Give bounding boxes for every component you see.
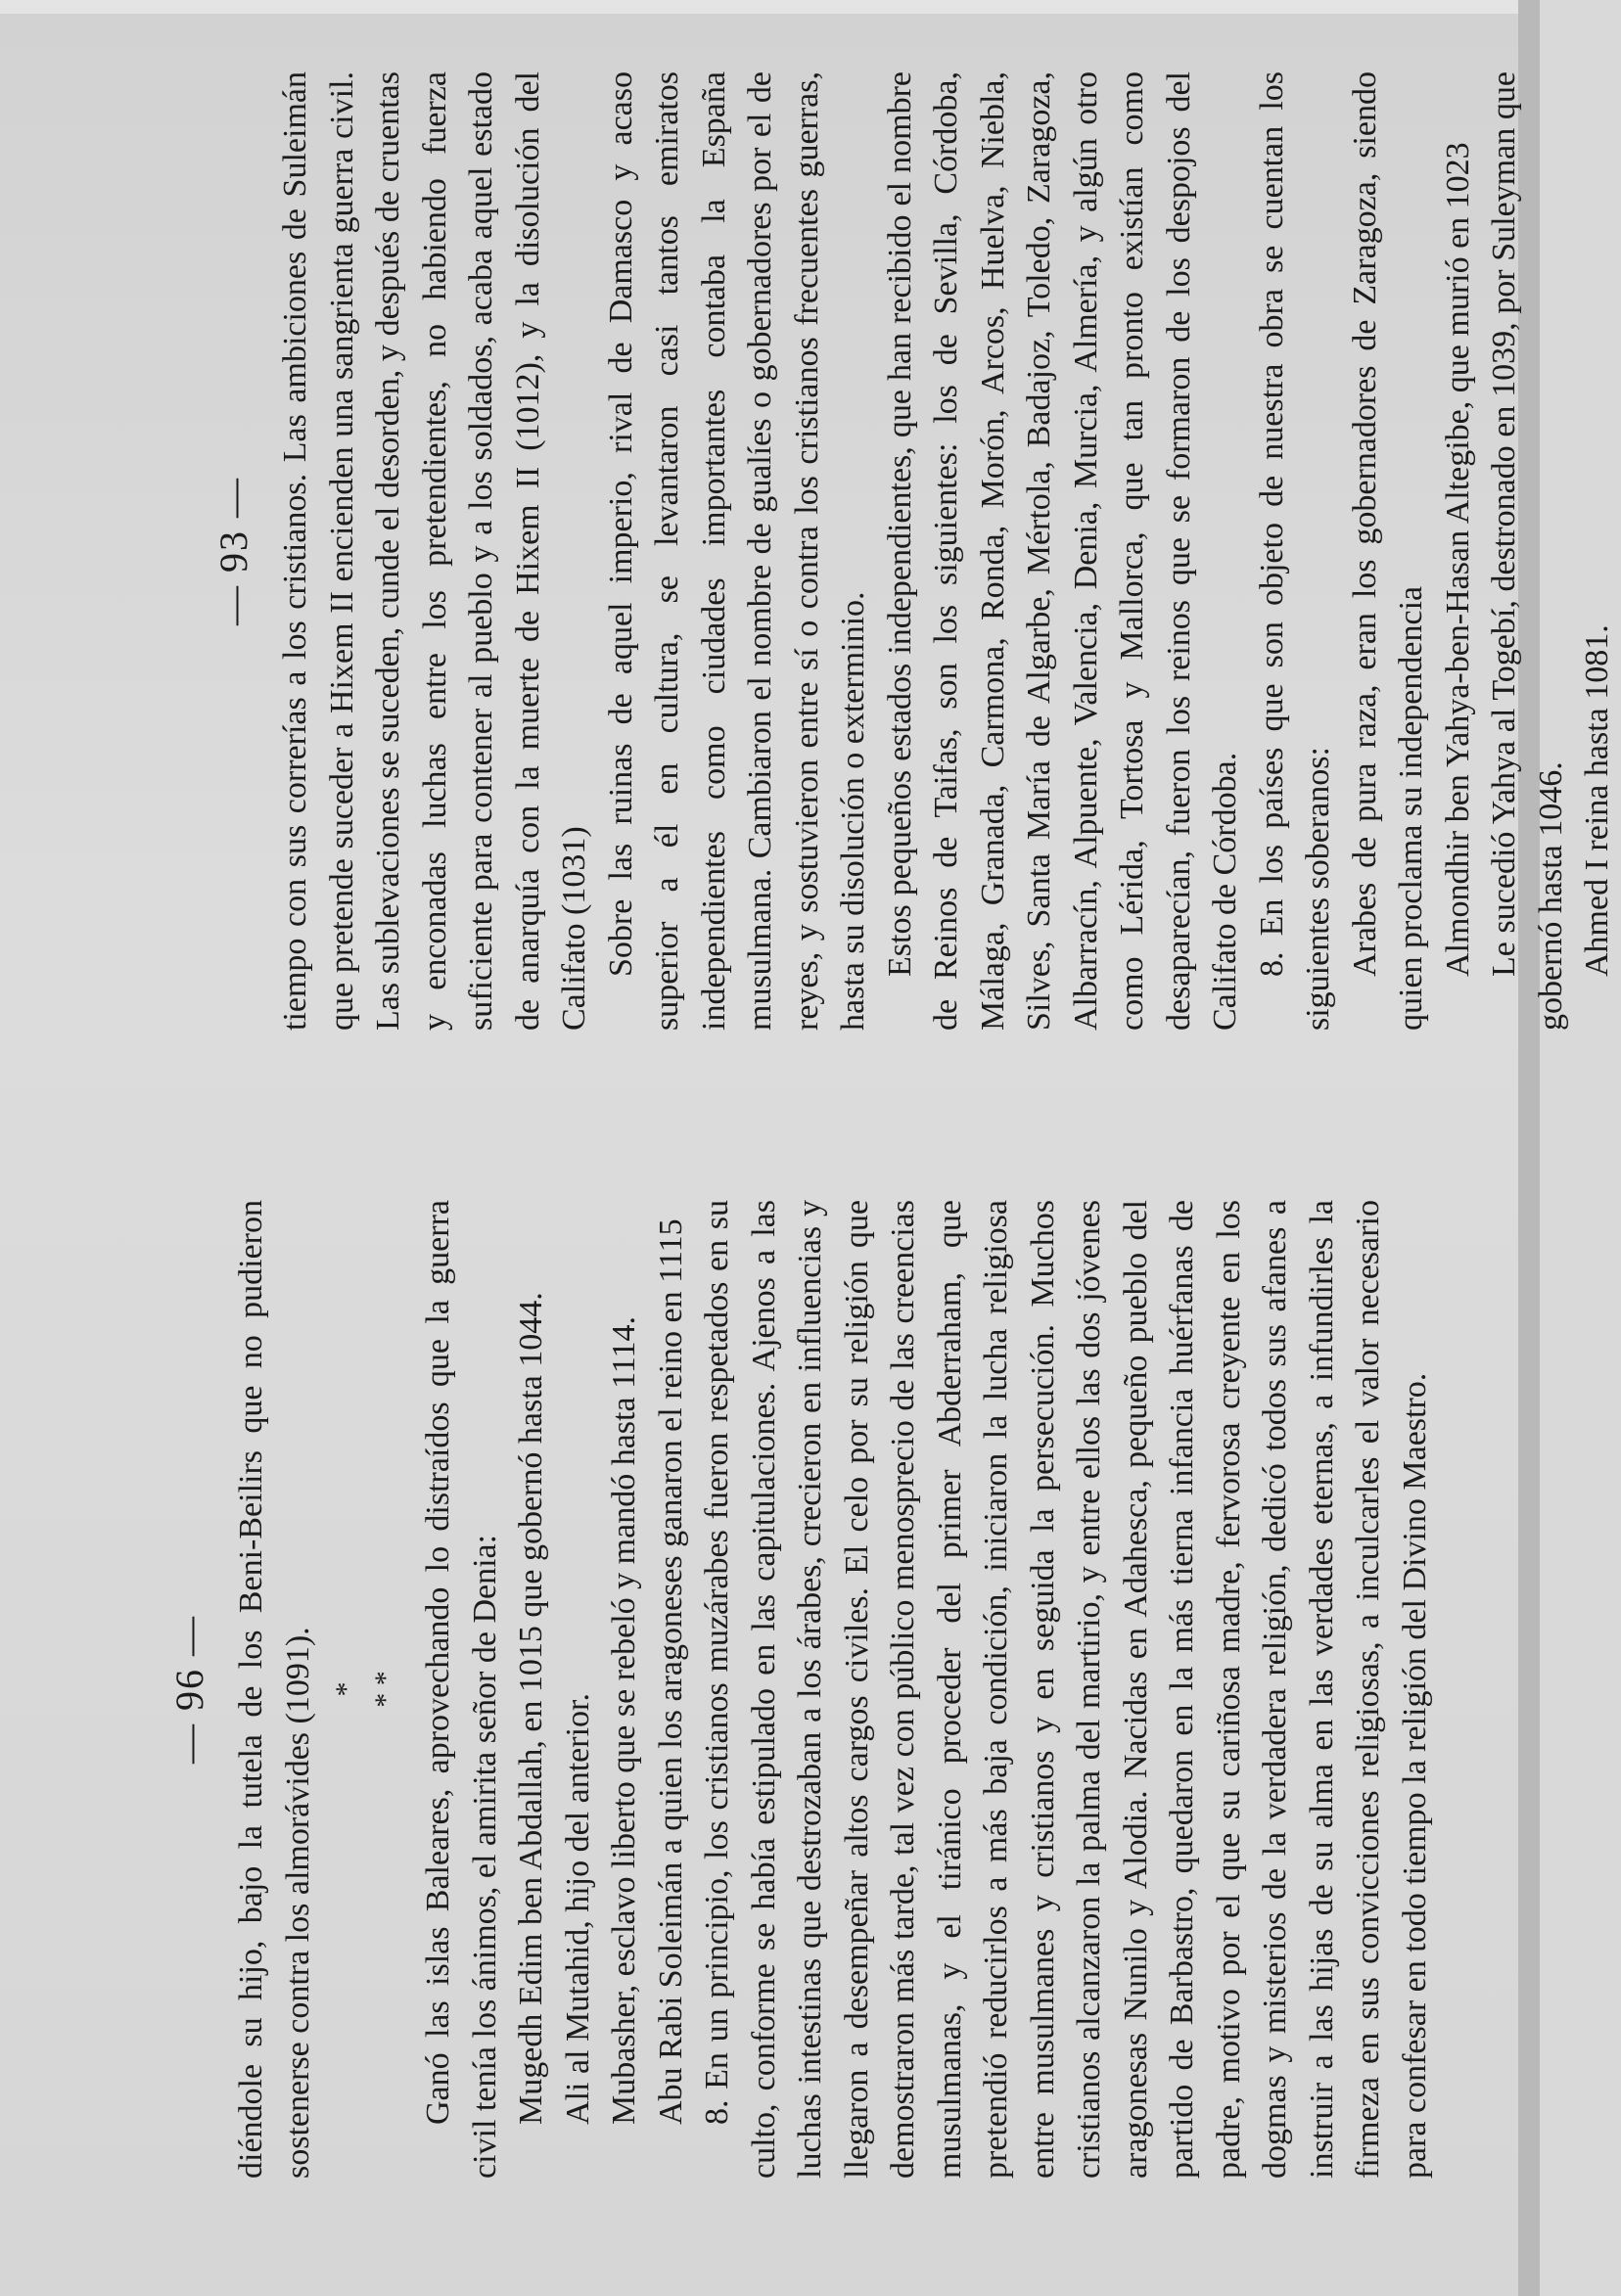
ruler-entry: Le sucedió Yahya al Togebí, destronado en 1039, por Suleyman que gobernó hasta 1046. (1486, 71, 1569, 1031)
paragraph: Estos pequeños estados independientes, que han recibido el nombre de Reinos de Taifas, son los siguientes: los de Sevilla, Córdoba, Málaga, Granada, Carmona, Ronda, Morón, Arcos, Huelva, Niebla, Silves, Santa María de Algarbe, Mértola, Badajoz, Toledo, Zaragoza, Albarracín, Alpuente, Valencia, Denia, Murcia, Almería, y algún otro como Lérida, Tortosa y Mallorca, que tan pronto existían como desaparecían, fueron los reinos que se formaron de los despojos del Califato de Córdoba. (881, 71, 1243, 1031)
ruler-entry: Mubasher, esclavo liberto que se rebeló y mandó hasta 1114. (606, 1315, 642, 2125)
left-page (0, 1148, 1540, 2296)
section-separator (327, 1200, 405, 2179)
page-number: — 96 — (167, 1615, 211, 1764)
ruler-entry: Ahmed I reina hasta 1081. (1579, 624, 1615, 977)
asterism-top: * (330, 1681, 362, 1697)
page-number: — 93 — (211, 477, 255, 625)
paragraph: Sobre las ruinas de aquel imperio, rival de Damasco y acaso superior a él en cultura, se levantaron casi tantos emiratos independientes como ciudades importantes contaba la España musulmana. Cambiaron el nombre de gualíes o gobernadores por el de reyes, y sostuvieron entre sí o contra los cristianos frecuentes guerras, hasta su disolución o exterminio. (602, 71, 871, 1031)
ruler-entry: Mugedh Edim ben Abdallah, en 1015 que gobernó hasta 1044. (513, 1292, 549, 2125)
paragraph: Arabes de pura raza, eran los gobernadores de Zaragoza, siendo quien proclama su independencia (1346, 71, 1429, 1031)
ruler-entry: Abu Rabi Soleimán a quien los aragoneses ganaron el reino en 1115 (652, 1218, 689, 2125)
paragraph: 8. En un principio, los cristianos muzárabes fueron respetados en su culto, conforme se había estipulado en las capitulaciones. Ajenos a las luchas intestinas que destrozaban a los árabes, crecieron en influencias y llegaron a desempeñar altos cargos civiles. El celo por su religión que demostraron más tarde, tal vez con público menosprecio de las creencias musulmanas, y el tiránico proceder del primer Abderraham, que pretendió reducirlos a más baja condición, iniciaron la lucha religiosa entre musulmanes y cristianos y en seguida la persecución. Muchos cristianos alcanzaron la palma del martirio, y entre ellos las dos jóvenes aragonesas Nunilo y Alodia. Nacidas en Adahesca, pequeño pueblo del partido de Barbastro, quedaron en la más tierna infancia huérfanas de padre, motivo por el que su cariñosa madre, fervorosa creyente en los dogmas y misterios de la verdadera religión, dedicó todos sus afanes a instruir a las hijas de su alma en las verdades eternas, a infundirles la firmeza en sus convicciones religiosas, a inculcarles el valor necesario para confesar en todo tiempo la religión del Divino Maestro. (699, 1200, 1433, 2179)
left-page-body (166, 1200, 1438, 2179)
paragraph: diéndole su hijo, bajo la tutela de los Beni-Beilirs que no pudieron sostenerse contra los almorávides (1091). (233, 1200, 316, 2179)
ruler-entry: Ali al Mutahid, hijo del anterior. (559, 1693, 596, 2125)
asterism-bottom: * * (369, 1671, 401, 1708)
right-page (0, 0, 1615, 1148)
right-page-body (210, 71, 1621, 1031)
paragraph: 8. En los países que son objeto de nuestra obra se cuentan los siguientes soberanos: (1253, 71, 1336, 1031)
paragraph: Ganó las islas Baleares, aprovechando lo distraídos que la guerra civil tenía los ánimos, el amirita señor de Denia: (420, 1200, 503, 2179)
ruler-entry: Almondhir ben Yahya-ben-Hasan Altegibe, que murió en 1023 (1439, 142, 1476, 977)
paragraph: tiempo con sus correrías a los cristianos. Las ambiciones de Suleimán que pretende suceder a Hixem II encienden una sangrienta guerra civil. Las sublevaciones se suceden, cunde el desorden, y después de cruentas y enconadas luchas entre los pretendientes, no habiendo fuerza suficiente para contener al pueblo y a los soldados, acaba aquel estado de anarquía con la muerte de Hixem II (1012), y la disolución del Califato (1031) (277, 71, 592, 1031)
